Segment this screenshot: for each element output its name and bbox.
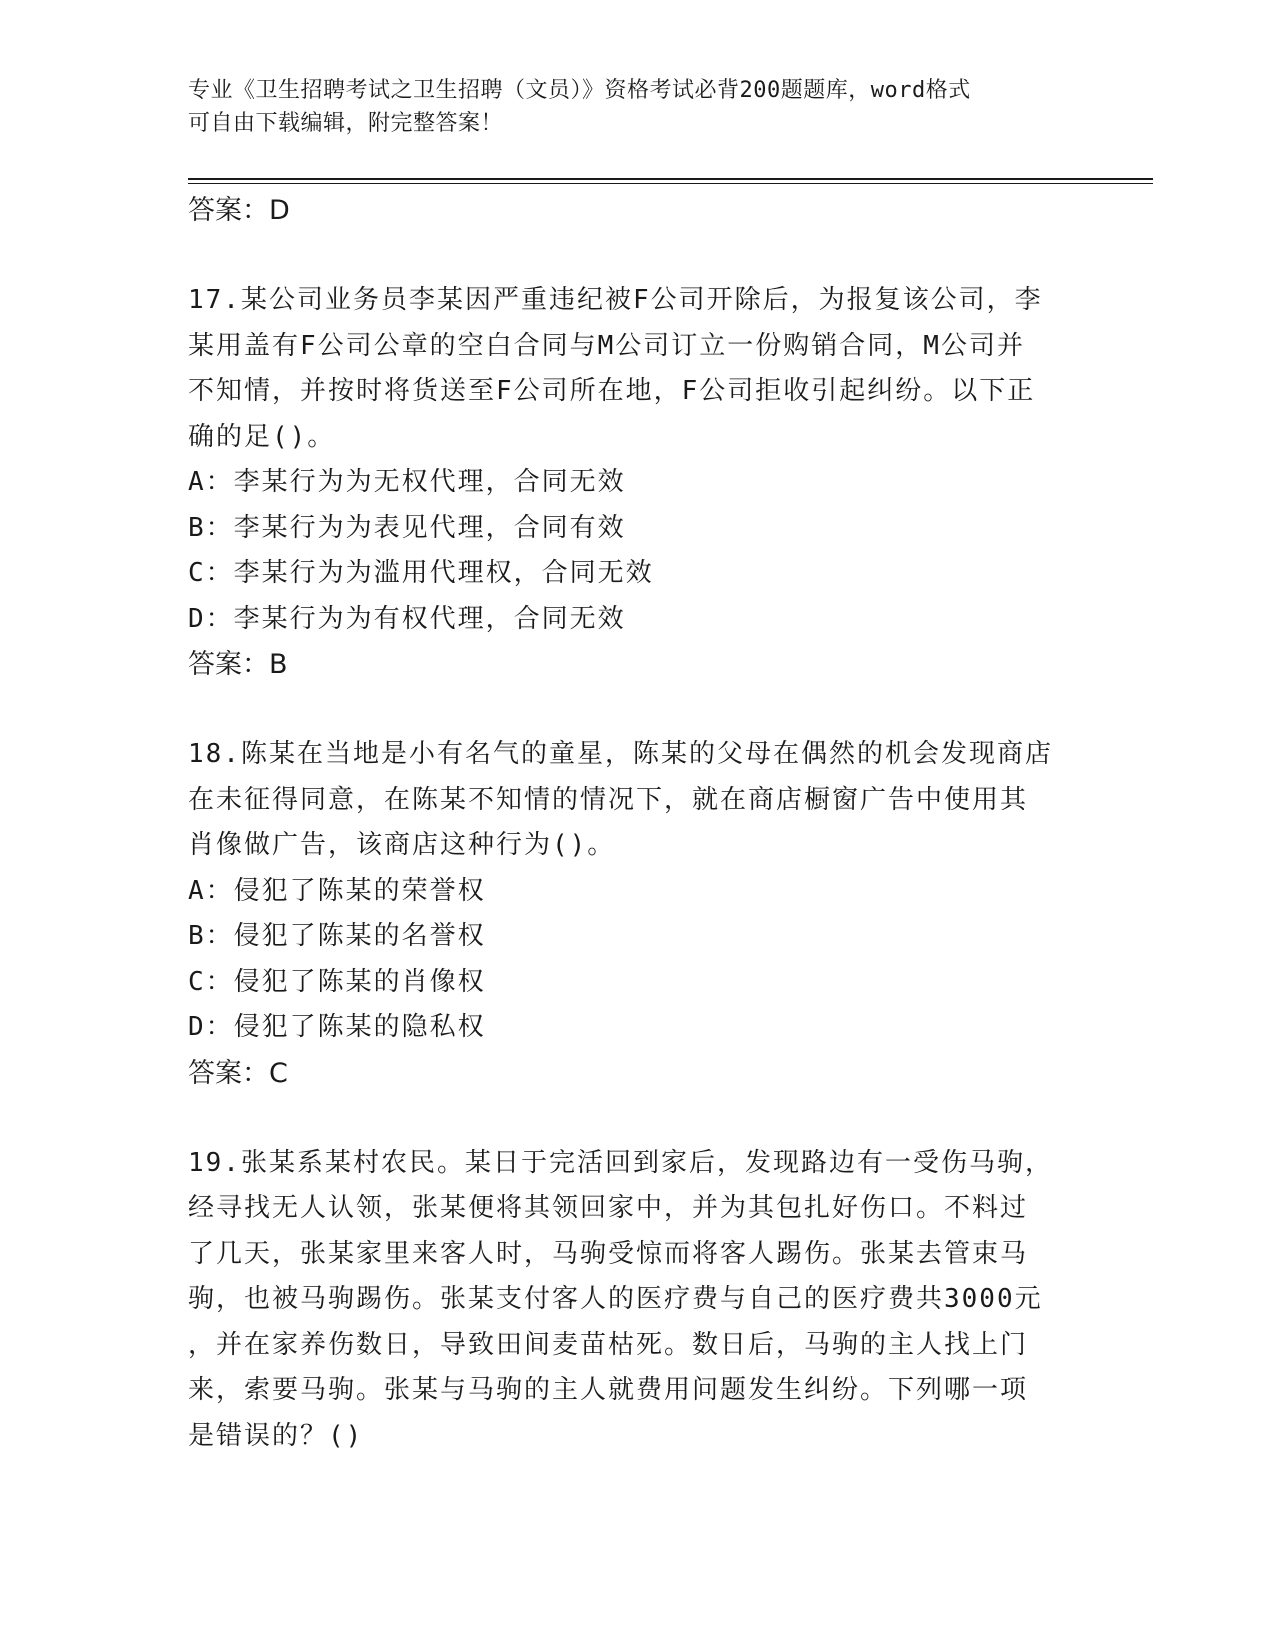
option-a: A：李某行为为无权代理，合同无效 [188, 467, 626, 497]
header-line: 专业《卫生招聘考试之卫生招聘（文员）》资格考试必背200题题库，word格式 [188, 78, 971, 103]
question-19 [188, 1141, 1088, 1460]
question-text-line: 驹，也被马驹踢伤。张某支付客人的医疗费与自己的医疗费共3000元 [188, 1284, 1043, 1314]
answer-line [188, 188, 1088, 234]
option-b: B：侵犯了陈某的名誉权 [188, 921, 486, 951]
question-text-line: 不知情，并按时将货送至F公司所在地，F公司拒收引起纠纷。以下正 [188, 376, 1036, 406]
answer-label: 答案： [188, 1057, 269, 1089]
header-divider [188, 178, 1153, 180]
option-c: C：侵犯了陈某的肖像权 [188, 966, 486, 997]
question-17 [188, 278, 1088, 688]
question-text-line: 19.张某系某村农民。某日于完活回到家后，发现路边有一受伤马驹， [188, 1147, 1053, 1178]
header-line: 可自由下载编辑，附完整答案！ [188, 111, 504, 136]
option-c: C：李某行为为滥用代理权，合同无效 [188, 558, 654, 588]
question-text-line: 17.某公司业务员李某因严重违纪被F公司开除后，为报复该公司，李 [188, 285, 1043, 315]
question-text-line: 了几天，张某家里来客人时，马驹受惊而将客人踢伤。张某去管束马 [188, 1238, 1029, 1269]
question-text-line: ，并在家养伤数日，导致田间麦苗枯死。数日后，马驹的主人找上门 [188, 1329, 1029, 1360]
question-text-line: 是错误的？() [188, 1420, 364, 1451]
option-a: A：侵犯了陈某的荣誉权 [188, 875, 486, 906]
answer-line [188, 1051, 1088, 1097]
question-text-line: 某用盖有F公司公章的空白合同与M公司订立一份购销合同，M公司并 [188, 330, 1025, 361]
answer-label: 答案： [188, 649, 269, 680]
question-text-line: 来，索要马驹。张某与马驹的主人就费用问题发生纠纷。下列哪一项 [188, 1375, 1029, 1405]
answer-line [188, 642, 1088, 688]
question-text-line: 经寻找无人认领，张某便将其领回家中，并为其包扎好伤口。不料过 [188, 1193, 1029, 1223]
option-d: D：侵犯了陈某的隐私权 [188, 1012, 486, 1042]
question-text-line: 在未征得同意，在陈某不知情的情况下，就在商店橱窗广告中使用其 [188, 784, 1029, 815]
answer-label: 答案： [188, 195, 269, 226]
question-text-line: 肖像做广告，该商店这种行为()。 [188, 830, 616, 860]
question-text-line: 确的足()。 [188, 421, 336, 452]
document-header [188, 74, 1068, 140]
question-text-line: 18.陈某在当地是小有名气的童星，陈某的父母在偶然的机会发现商店 [188, 739, 1053, 769]
option-b: B：李某行为为表见代理，合同有效 [188, 512, 626, 543]
answer-value: C [269, 1057, 288, 1089]
option-d: D：李某行为为有权代理，合同无效 [188, 603, 626, 634]
document-body [188, 188, 1088, 1459]
answer-value: B [269, 649, 288, 680]
answer-value: D [269, 195, 290, 226]
question-18 [188, 732, 1088, 1097]
header-divider-thin [188, 183, 1153, 184]
